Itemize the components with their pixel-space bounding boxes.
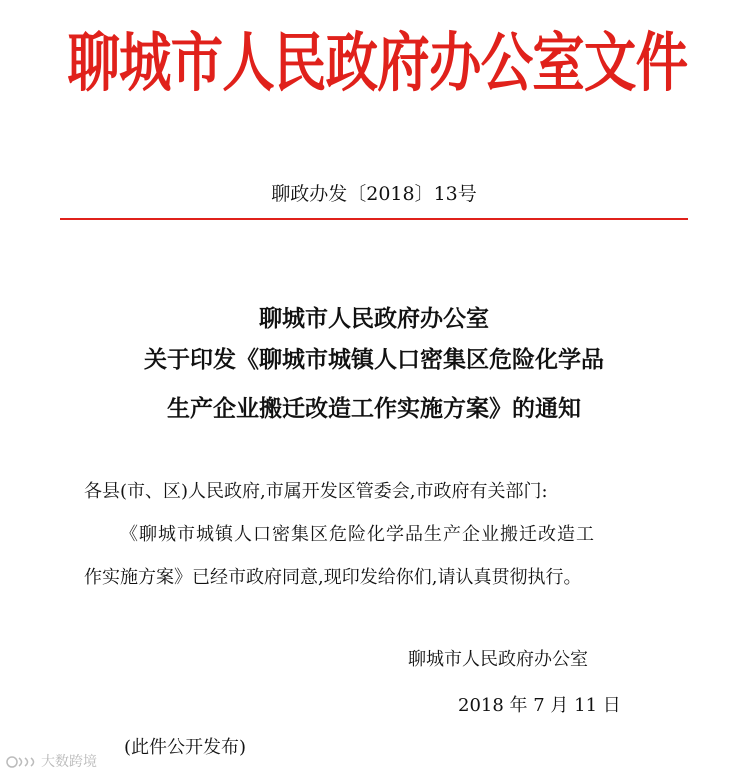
issuer-signature: 聊城市人民政府办公室: [408, 649, 588, 670]
addressee-line: 各县(市、区)人民政府,市属开发区管委会,市政府有关部门:: [84, 481, 548, 502]
notice-title-line-1: 聊城市人民政府办公室: [259, 305, 489, 332]
body-paragraph-line-2: 作实施方案》已经市政府同意,现印发给你们,请认真贯彻执行。: [84, 567, 582, 588]
document-header-title: 聊城市人民政府办公室文件: [67, 27, 688, 101]
watermark: [6, 752, 97, 772]
watermark-logo-icon: [6, 754, 38, 770]
notice-title-line-3: 生产企业搬迁改造工作实施方案》的通知: [167, 395, 581, 422]
body-paragraph-line-1: 《聊城市城镇人口密集区危险化学品生产企业搬迁改造工: [120, 524, 595, 545]
publication-note: (此件公开发布): [124, 737, 247, 758]
issue-date: 2018 年 7 月 11 日: [458, 695, 621, 716]
watermark-text: 大数跨境: [41, 754, 97, 770]
red-divider-line: [60, 218, 688, 220]
notice-title-line-2: 关于印发《聊城市城镇人口密集区危险化学品: [144, 346, 604, 373]
document-number: 聊政办发〔2018〕13号: [271, 183, 477, 205]
